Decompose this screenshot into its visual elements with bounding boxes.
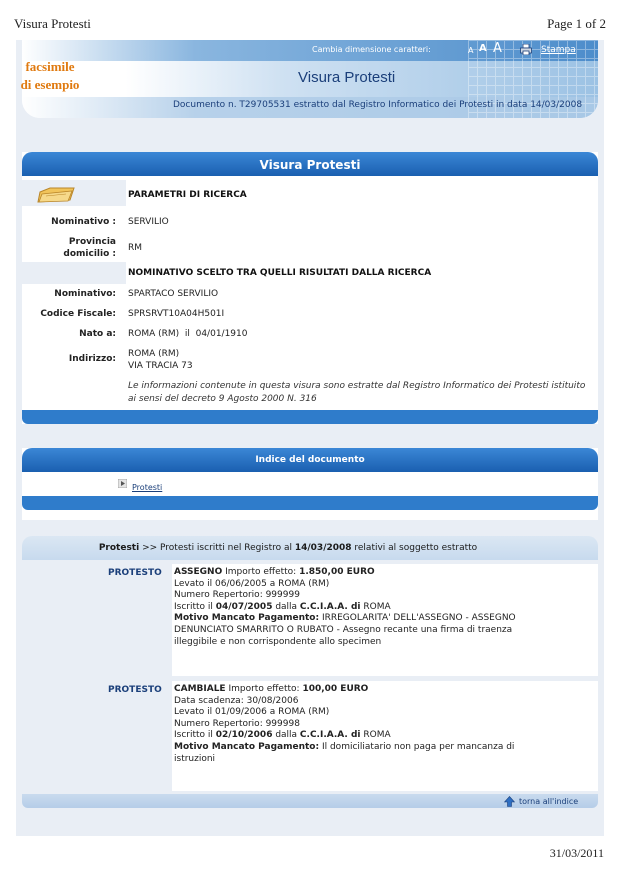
protests-head-date: 14/03/2008 xyxy=(294,543,352,553)
protests-head-mid: >> Protesti iscritti nel Registro al xyxy=(139,543,295,553)
nato-value: ROMA (RM) il 04/01/1910 xyxy=(128,329,248,339)
protests-head-tail: relativi al soggetto estratto xyxy=(351,543,478,553)
indirizzo-line2: VIA TRACIA 73 xyxy=(128,361,193,371)
index-card-footer xyxy=(22,496,598,510)
arrow-up-icon[interactable] xyxy=(504,796,515,807)
document-info-line: Documento n. T29705531 estratto dal Registro Informatico dei Protesti in data 14/03/2008 xyxy=(173,100,583,110)
provincia-label-line2: domicilio : xyxy=(63,249,116,259)
protests-header-text xyxy=(0,543,576,553)
protest-1-motivo xyxy=(174,613,524,648)
protest-2-amount: 100,00 EURO xyxy=(302,684,369,694)
back-to-index-link[interactable]: torna all'indice xyxy=(519,797,579,806)
protest-1-iscritto-mid: dalla xyxy=(272,601,300,612)
codice-fiscale-value: SPRSRVT10A04H501I xyxy=(128,309,225,319)
folder-icon xyxy=(36,186,78,204)
index-link-protesti[interactable]: Protesti xyxy=(132,483,163,492)
protest-2-motivo-label: Motivo Mancato Pagamento: xyxy=(174,741,320,752)
print-page-number: Page 1 of 2 xyxy=(547,16,606,31)
indirizzo-value xyxy=(128,348,193,372)
protest-2-amount-label: Importo effetto: xyxy=(225,684,303,694)
protest-1-repertorio: Numero Repertorio: 999999 xyxy=(174,590,300,601)
protest-1-iscritto-entity: C.C.I.A.A. di xyxy=(299,601,361,612)
printer-icon[interactable] xyxy=(520,44,532,55)
nominativo-search-value: SERVILIO xyxy=(128,217,169,227)
protest-2-iscritto xyxy=(174,730,524,742)
index-card-title: Indice del documento xyxy=(22,448,598,472)
protest-2-repertorio: Numero Repertorio: 999998 xyxy=(174,718,300,729)
provincia-label xyxy=(63,236,116,260)
protest-2-iscritto-entity: C.C.I.A.A. di xyxy=(299,730,361,741)
header-title: Visura Protesti xyxy=(298,69,396,86)
indirizzo-label: Indirizzo: xyxy=(68,354,116,364)
legal-note: Le informazioni contenute in questa visura sono estratte dal Registro Informatico dei Protesti istituito ai sensi del decreto 9 Agosto 2000 N. 316 xyxy=(128,381,586,404)
arrow-bullet-icon xyxy=(118,479,127,488)
protest-1-type-line xyxy=(174,567,524,579)
protest-1-iscritto xyxy=(174,602,524,614)
facsimile-line-2: di esempio xyxy=(20,77,80,92)
nominativo-label: Nominativo: xyxy=(54,289,116,299)
nominativo-search-label: Nominativo : xyxy=(51,217,116,227)
protest-1-iscritto-date: 04/07/2005 xyxy=(215,601,273,612)
protest-2-levato: Levato il 01/09/2006 a ROMA (RM) xyxy=(174,707,330,718)
protest-2-motivo-text: Il domiciliatario non paga per mancanza di istruzioni xyxy=(174,741,515,764)
protest-2-label: PROTESTO xyxy=(108,685,162,695)
codice-fiscale-label: Codice Fiscale: xyxy=(40,309,116,319)
protest-1-levato: Levato il 06/06/2005 a ROMA (RM) xyxy=(174,578,330,589)
protest-1-amount-label: Importo effetto: xyxy=(222,567,300,577)
protest-1-iscritto-place: ROMA xyxy=(360,601,391,612)
protest-1-label: PROTESTO xyxy=(108,568,162,578)
protest-1-motivo-text: IRREGOLARITA' DELL'ASSEGNO - ASSEGNO DENUNCIATO SMARRITO O RUBATO - Assegno recante una firma di traenza illeggibile e non corrispondente allo specimen xyxy=(174,613,516,647)
search-card-footer xyxy=(22,410,598,424)
params-title: PARAMETRI DI RICERCA xyxy=(128,190,247,200)
protest-1-details xyxy=(174,567,524,648)
protest-1-iscritto-pre: Iscritto il xyxy=(174,601,216,612)
index-card xyxy=(22,448,598,520)
font-size-label: Cambia dimensione caratteri: xyxy=(312,45,431,54)
protest-2-iscritto-date: 02/10/2006 xyxy=(215,730,273,741)
provincia-value: RM xyxy=(128,243,143,253)
protest-2-details xyxy=(174,684,524,765)
print-footer-date: 31/03/2011 xyxy=(549,846,604,860)
search-card-title: Visura Protesti xyxy=(22,152,598,176)
protest-1-amount: 1.850,00 EURO xyxy=(299,567,375,577)
nato-label: Nato a: xyxy=(79,329,116,339)
indirizzo-line1: ROMA (RM) xyxy=(128,349,180,359)
protest-2-type-line xyxy=(174,684,524,696)
protest-2-iscritto-place: ROMA xyxy=(360,730,391,741)
protest-2-iscritto-mid: dalla xyxy=(272,730,300,741)
protest-2-motivo xyxy=(174,742,524,765)
print-link[interactable]: Stampa xyxy=(541,45,576,55)
chosen-title: NOMINATIVO SCELTO TRA QUELLI RISULTATI DALLA RICERCA xyxy=(128,268,432,278)
facsimile-line-1: facsimile xyxy=(25,59,75,74)
font-medium-button[interactable]: A xyxy=(479,43,487,54)
nominativo-value: SPARTACO SERVILIO xyxy=(128,289,219,299)
protest-2-scadenza: Data scadenza: 30/08/2006 xyxy=(174,695,299,706)
protest-1-motivo-label: Motivo Mancato Pagamento: xyxy=(174,613,320,624)
protests-head-bold: Protesti xyxy=(98,543,140,553)
protest-1-type: ASSEGNO xyxy=(174,567,223,577)
print-header-title: Visura Protesti xyxy=(14,16,91,31)
provincia-label-line1: Provincia xyxy=(68,237,116,247)
search-parameters-card xyxy=(22,152,598,424)
protest-2-type: CAMBIALE xyxy=(174,684,226,694)
font-large-button[interactable]: A xyxy=(493,41,502,56)
font-small-button[interactable]: A xyxy=(468,46,474,55)
protest-2-iscritto-pre: Iscritto il xyxy=(174,730,216,741)
facsimile-stamp xyxy=(10,58,90,94)
